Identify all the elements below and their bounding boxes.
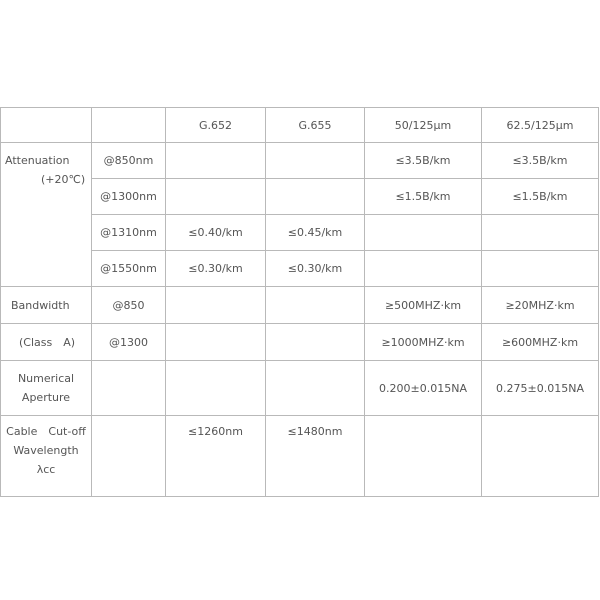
numerical-aperture-label-line2: Aperture (21, 391, 71, 404)
attenuation-row-850 (1, 143, 599, 179)
value-cell (166, 287, 266, 324)
cutoff-wavelength-label (1, 416, 92, 497)
header-empty-cell (1, 108, 92, 143)
value-cell (166, 361, 266, 416)
bandwidth-row-1300 (1, 324, 599, 361)
value-cell (482, 215, 599, 251)
value-cell: ≤1260nm (166, 416, 266, 497)
value-cell (365, 416, 482, 497)
value-cell: ≥500MHZ·km (365, 287, 482, 324)
value-cell: ≤3.5B/km (365, 143, 482, 179)
header-row (1, 108, 599, 143)
value-cell: ≤1.5B/km (365, 179, 482, 215)
wavelength-cell: @850nm (92, 143, 166, 179)
value-cell (266, 287, 365, 324)
bandwidth-class-label: (Class A) (1, 324, 92, 361)
value-cell: ≤1.5B/km (482, 179, 599, 215)
value-cell: ≥20MHZ·km (482, 287, 599, 324)
value-cell (482, 251, 599, 287)
value-cell: ≥600MHZ·km (482, 324, 599, 361)
value-cell (266, 324, 365, 361)
header-50-125: 50/125μm (365, 108, 482, 143)
fiber-spec-table (0, 107, 599, 497)
wavelength-cell: @850 (92, 287, 166, 324)
value-cell: ≤0.30/km (266, 251, 365, 287)
value-cell (266, 143, 365, 179)
value-cell: ≤3.5B/km (482, 143, 599, 179)
numerical-aperture-row (1, 361, 599, 416)
value-cell: ≤0.40/km (166, 215, 266, 251)
header-62-5-125: 62.5/125μm (482, 108, 599, 143)
value-cell (482, 416, 599, 497)
value-cell: ≤0.45/km (266, 215, 365, 251)
cutoff-label-line2: Wavelength (13, 444, 79, 457)
value-cell: 0.200±0.015NA (365, 361, 482, 416)
value-cell: ≤0.30/km (166, 251, 266, 287)
cutoff-wavelength-row (1, 416, 599, 497)
empty-cell (92, 416, 166, 497)
wavelength-cell: @1300nm (92, 179, 166, 215)
value-cell (365, 215, 482, 251)
cutoff-label-line1: Cable Cut-off (6, 425, 86, 438)
bandwidth-label: Bandwidth (1, 287, 92, 324)
bandwidth-row-850 (1, 287, 599, 324)
value-cell (166, 324, 266, 361)
value-cell (266, 179, 365, 215)
value-cell (266, 361, 365, 416)
value-cell: ≥1000MHZ·km (365, 324, 482, 361)
header-empty-cell (92, 108, 166, 143)
numerical-aperture-label-line1: Numerical (17, 372, 75, 385)
numerical-aperture-label (1, 361, 92, 416)
wavelength-cell: @1550nm (92, 251, 166, 287)
wavelength-cell: @1310nm (92, 215, 166, 251)
value-cell: ≤1480nm (266, 416, 365, 497)
cutoff-label-line3: λcc (36, 463, 56, 476)
empty-cell (92, 361, 166, 416)
attenuation-label-line1: Attenuation (5, 154, 70, 167)
wavelength-cell: @1300 (92, 324, 166, 361)
value-cell (166, 179, 266, 215)
value-cell: 0.275±0.015NA (482, 361, 599, 416)
header-g655: G.655 (266, 108, 365, 143)
value-cell (365, 251, 482, 287)
header-g652: G.652 (166, 108, 266, 143)
attenuation-label (1, 143, 92, 287)
value-cell (166, 143, 266, 179)
attenuation-label-line2: (+20℃) (41, 173, 86, 186)
